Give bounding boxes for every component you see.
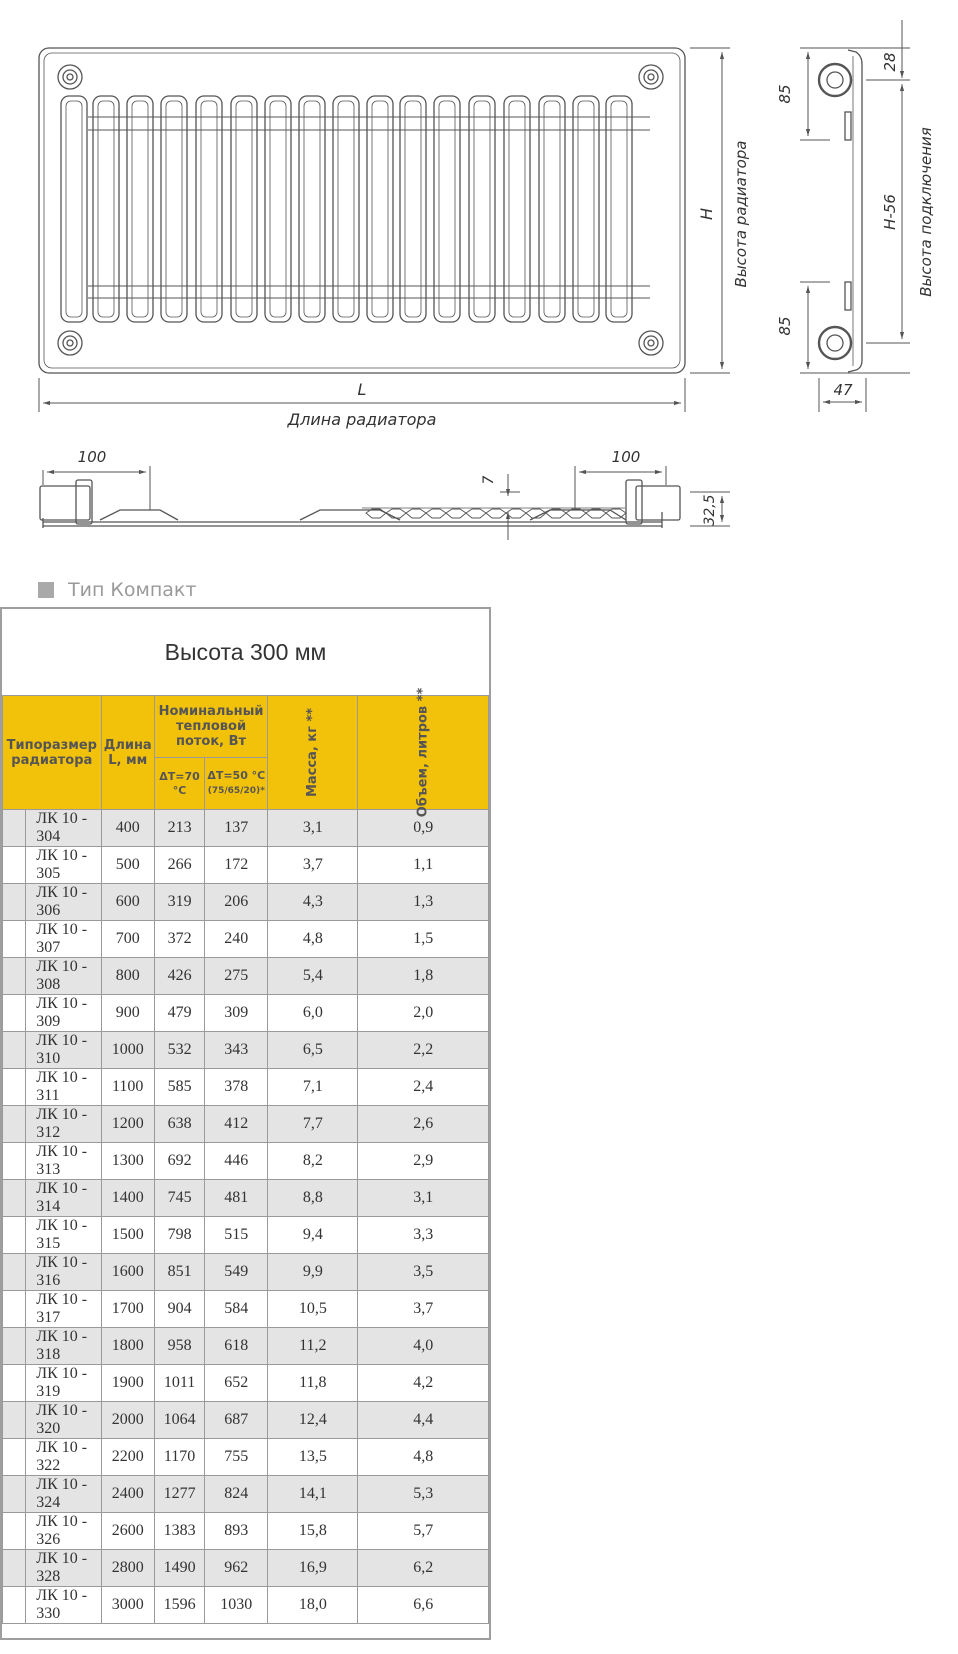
mass-cell: 6,0	[268, 995, 358, 1032]
dt70-cell: 1170	[154, 1439, 204, 1476]
header-length: Длина L, мм	[101, 696, 154, 810]
header-dt50-text: ΔT=50 °C	[207, 769, 266, 782]
side-pipe-bottom	[819, 327, 851, 359]
mass-cell: 16,9	[268, 1550, 358, 1587]
volume-cell: 2,4	[358, 1069, 489, 1106]
length-cell: 2800	[101, 1550, 154, 1587]
header-volume-text: Объем, литров **	[415, 687, 431, 818]
header-dt50	[205, 758, 268, 810]
mass-cell: 11,2	[268, 1328, 358, 1365]
table-row	[3, 1180, 489, 1217]
table-row	[3, 1328, 489, 1365]
model-cell: ЛК 10 - 313	[26, 1143, 101, 1180]
top-view	[40, 480, 680, 528]
mass-cell: 13,5	[268, 1439, 358, 1476]
plug-bottom-left	[58, 331, 82, 355]
mass-cell: 7,1	[268, 1069, 358, 1106]
dt50-cell: 446	[205, 1143, 268, 1180]
table-row	[3, 847, 489, 884]
dt50-cell: 240	[205, 921, 268, 958]
table-row	[3, 1069, 489, 1106]
dt50-cell: 618	[205, 1328, 268, 1365]
dt70-cell: 904	[154, 1291, 204, 1328]
fin-inner	[611, 101, 627, 317]
fin-inner	[132, 101, 148, 317]
dt70-cell: 798	[154, 1217, 204, 1254]
row-marker-cell	[3, 884, 26, 921]
volume-cell: 0,9	[358, 810, 489, 847]
row-marker-cell	[3, 1032, 26, 1069]
dt50-cell: 137	[205, 810, 268, 847]
table-row	[3, 1106, 489, 1143]
dt50-cell: 275	[205, 958, 268, 995]
dt50-cell: 962	[205, 1550, 268, 1587]
specs-table	[2, 687, 489, 1624]
model-cell: ЛК 10 - 306	[26, 884, 101, 921]
volume-cell: 5,7	[358, 1513, 489, 1550]
length-cell: 1000	[101, 1032, 154, 1069]
model-cell: ЛК 10 - 307	[26, 921, 101, 958]
table-row	[3, 1402, 489, 1439]
row-marker-cell	[3, 1254, 26, 1291]
row-marker-cell	[3, 847, 26, 884]
dt50-cell: 893	[205, 1513, 268, 1550]
fin-inner	[405, 101, 421, 317]
specs-table-box	[0, 607, 491, 1640]
model-cell: ЛК 10 - 324	[26, 1476, 101, 1513]
dt50-cell: 1030	[205, 1587, 268, 1624]
table-row	[3, 1217, 489, 1254]
model-cell: ЛК 10 - 312	[26, 1106, 101, 1143]
connection-label: Высота подключения	[917, 127, 935, 297]
dt70-cell: 319	[154, 884, 204, 921]
top-dimensions	[43, 466, 730, 540]
header-dt50-note: (75/65/20)*	[207, 786, 265, 796]
row-marker-cell	[3, 1513, 26, 1550]
table-body	[3, 810, 489, 1624]
dt70-cell: 958	[154, 1328, 204, 1365]
dt50-cell: 309	[205, 995, 268, 1032]
mass-cell: 9,9	[268, 1254, 358, 1291]
volume-cell: 1,8	[358, 958, 489, 995]
model-cell: ЛК 10 - 305	[26, 847, 101, 884]
volume-cell: 3,3	[358, 1217, 489, 1254]
header-mass	[268, 696, 358, 810]
dt50-cell: 172	[205, 847, 268, 884]
model-cell: ЛК 10 - 310	[26, 1032, 101, 1069]
volume-cell: 6,6	[358, 1587, 489, 1624]
dt50-cell: 481	[205, 1180, 268, 1217]
dt70-cell: 372	[154, 921, 204, 958]
dt70-cell: 213	[154, 810, 204, 847]
row-marker-cell	[3, 1587, 26, 1624]
model-cell: ЛК 10 - 309	[26, 995, 101, 1032]
row-marker-cell	[3, 921, 26, 958]
dt50-cell: 687	[205, 1402, 268, 1439]
side-bottom-pipe: 85	[776, 316, 794, 336]
side-top-pipe: 85	[776, 84, 794, 104]
fin-profile-segment	[426, 509, 446, 518]
volume-cell: 2,2	[358, 1032, 489, 1069]
fin-inner	[544, 101, 560, 317]
volume-cell: 5,3	[358, 1476, 489, 1513]
side-view	[819, 50, 862, 372]
fin-profile-segment	[486, 509, 506, 518]
length-cell: 900	[101, 995, 154, 1032]
length-cell: 700	[101, 921, 154, 958]
dt50-cell: 824	[205, 1476, 268, 1513]
header-mass-text: Масса, кг **	[305, 707, 321, 798]
volume-cell: 4,0	[358, 1328, 489, 1365]
length-cell: 1800	[101, 1328, 154, 1365]
radiator-drawing	[0, 0, 958, 570]
row-marker-cell	[3, 1291, 26, 1328]
legend-swatch	[38, 582, 54, 598]
row-marker-cell	[3, 1439, 26, 1476]
model-cell: ЛК 10 - 326	[26, 1513, 101, 1550]
model-cell: ЛК 10 - 314	[26, 1180, 101, 1217]
row-marker-cell	[3, 810, 26, 847]
dt50-cell: 584	[205, 1291, 268, 1328]
model-cell: ЛК 10 - 316	[26, 1254, 101, 1291]
volume-cell: 2,9	[358, 1143, 489, 1180]
fin-inner	[474, 101, 490, 317]
dt70-cell: 851	[154, 1254, 204, 1291]
header-volume	[358, 687, 489, 818]
legend	[38, 578, 196, 602]
row-marker-cell	[3, 1106, 26, 1143]
table-row	[3, 1476, 489, 1513]
fin-profile-segment	[406, 509, 426, 518]
dt50-cell: 755	[205, 1439, 268, 1476]
length-cell: 800	[101, 958, 154, 995]
dt70-cell: 532	[154, 1032, 204, 1069]
header-dt70: ΔT=70 °C	[154, 758, 204, 810]
table-row	[3, 884, 489, 921]
mass-cell: 7,7	[268, 1106, 358, 1143]
dt50-cell: 549	[205, 1254, 268, 1291]
length-cell: 1500	[101, 1217, 154, 1254]
length-cell: 2600	[101, 1513, 154, 1550]
model-cell: ЛК 10 - 320	[26, 1402, 101, 1439]
fin	[61, 96, 87, 322]
volume-cell: 1,1	[358, 847, 489, 884]
table-row	[3, 1254, 489, 1291]
table-row	[3, 1439, 489, 1476]
mass-cell: 10,5	[268, 1291, 358, 1328]
side-top-offset: 28	[881, 52, 899, 72]
top-gap: 7	[481, 475, 497, 485]
mass-cell: 3,1	[268, 810, 358, 847]
dt50-cell: 343	[205, 1032, 268, 1069]
length-cell: 2200	[101, 1439, 154, 1476]
plug-top-left	[58, 65, 82, 89]
plug-top-right	[639, 65, 663, 89]
row-marker-cell	[3, 995, 26, 1032]
volume-cell: 1,3	[358, 884, 489, 921]
length-cell: 2000	[101, 1402, 154, 1439]
row-marker-cell	[3, 1550, 26, 1587]
row-marker-cell	[3, 1069, 26, 1106]
model-cell: ЛК 10 - 308	[26, 958, 101, 995]
table-row	[3, 1291, 489, 1328]
fin-profile-segment	[506, 509, 526, 518]
fin-profile-segment	[466, 509, 486, 518]
length-cell: 1700	[101, 1291, 154, 1328]
dt70-cell: 585	[154, 1069, 204, 1106]
header-type: Типоразмер радиатора	[3, 696, 102, 810]
dt70-cell: 638	[154, 1106, 204, 1143]
volume-cell: 3,5	[358, 1254, 489, 1291]
fin-inner	[66, 101, 82, 317]
volume-cell: 3,7	[358, 1291, 489, 1328]
length-cell: 1100	[101, 1069, 154, 1106]
dt70-cell: 1064	[154, 1402, 204, 1439]
mass-cell: 12,4	[268, 1402, 358, 1439]
volume-cell: 4,2	[358, 1365, 489, 1402]
model-cell: ЛК 10 - 330	[26, 1587, 101, 1624]
fin-inner	[270, 101, 286, 317]
mass-cell: 6,5	[268, 1032, 358, 1069]
mass-cell: 9,4	[268, 1217, 358, 1254]
row-marker-cell	[3, 1180, 26, 1217]
length-cell: 1200	[101, 1106, 154, 1143]
volume-cell: 4,8	[358, 1439, 489, 1476]
table-row	[3, 1587, 489, 1624]
fin-inner	[201, 101, 217, 317]
model-cell: ЛК 10 - 319	[26, 1365, 101, 1402]
table-row	[3, 1032, 489, 1069]
mass-cell: 5,4	[268, 958, 358, 995]
table-title: Высота 300 мм	[164, 638, 327, 665]
connection-symbol: H-56	[881, 194, 899, 230]
dt50-cell: 206	[205, 884, 268, 921]
length-cell: 3000	[101, 1587, 154, 1624]
top-left-offset: 100	[77, 448, 107, 466]
row-marker-cell	[3, 1402, 26, 1439]
table-row	[3, 1365, 489, 1402]
mass-cell: 8,8	[268, 1180, 358, 1217]
dt70-cell: 692	[154, 1143, 204, 1180]
model-cell: ЛК 10 - 311	[26, 1069, 101, 1106]
legend-label: Тип Компакт	[68, 579, 197, 601]
table-row	[3, 958, 489, 995]
fin-profile-segment	[386, 509, 406, 518]
mass-cell: 4,3	[268, 884, 358, 921]
row-marker-cell	[3, 958, 26, 995]
length-cell: 400	[101, 810, 154, 847]
mass-cell: 14,1	[268, 1476, 358, 1513]
table-row	[3, 1550, 489, 1587]
dt50-cell: 652	[205, 1365, 268, 1402]
volume-cell: 2,6	[358, 1106, 489, 1143]
fin-inner	[236, 101, 252, 317]
model-cell: ЛК 10 - 328	[26, 1550, 101, 1587]
table-row	[3, 1513, 489, 1550]
model-cell: ЛК 10 - 318	[26, 1328, 101, 1365]
model-cell: ЛК 10 - 315	[26, 1217, 101, 1254]
model-cell: ЛК 10 - 304	[26, 810, 101, 847]
dt70-cell: 479	[154, 995, 204, 1032]
side-depth: 47	[833, 381, 853, 399]
length-cell: 1300	[101, 1143, 154, 1180]
fin-inner	[304, 101, 320, 317]
fin-inner	[98, 101, 114, 317]
top-thickness: 32,5	[702, 494, 718, 526]
length-cell: 1900	[101, 1365, 154, 1402]
row-marker-cell	[3, 1365, 26, 1402]
fin-inner	[439, 101, 455, 317]
plug-bottom-right	[639, 331, 663, 355]
mass-cell: 11,8	[268, 1365, 358, 1402]
length-cell: 1400	[101, 1180, 154, 1217]
mass-cell: 18,0	[268, 1587, 358, 1624]
front-view	[39, 48, 685, 373]
mass-cell: 8,2	[268, 1143, 358, 1180]
dt50-cell: 378	[205, 1069, 268, 1106]
length-label: Длина радиатора	[287, 410, 437, 429]
fin-inner	[338, 101, 354, 317]
dt70-cell: 1011	[154, 1365, 204, 1402]
row-marker-cell	[3, 1217, 26, 1254]
dt50-cell: 412	[205, 1106, 268, 1143]
dt70-cell: 1596	[154, 1587, 204, 1624]
volume-cell: 2,0	[358, 995, 489, 1032]
dt70-cell: 745	[154, 1180, 204, 1217]
length-cell: 1600	[101, 1254, 154, 1291]
row-marker-cell	[3, 1328, 26, 1365]
row-marker-cell	[3, 1143, 26, 1180]
length-cell: 2400	[101, 1476, 154, 1513]
mass-cell: 4,8	[268, 921, 358, 958]
volume-cell: 3,1	[358, 1180, 489, 1217]
header-flow: Номинальный тепловой поток, Вт	[154, 696, 267, 758]
top-right-offset: 100	[611, 448, 641, 466]
table-row	[3, 1143, 489, 1180]
mass-cell: 3,7	[268, 847, 358, 884]
height-symbol: H	[697, 207, 716, 221]
model-cell: ЛК 10 - 317	[26, 1291, 101, 1328]
dt70-cell: 1383	[154, 1513, 204, 1550]
volume-cell: 1,5	[358, 921, 489, 958]
table-row	[3, 995, 489, 1032]
fin-inner	[509, 101, 525, 317]
fin-inner	[166, 101, 182, 317]
dt70-cell: 1277	[154, 1476, 204, 1513]
length-cell: 600	[101, 884, 154, 921]
table-row	[3, 921, 489, 958]
dt70-cell: 426	[154, 958, 204, 995]
mass-cell: 15,8	[268, 1513, 358, 1550]
fin-inner	[578, 101, 594, 317]
dt70-cell: 266	[154, 847, 204, 884]
side-pipe-top	[819, 64, 851, 96]
length-symbol: L	[357, 380, 367, 399]
fin-inner	[372, 101, 388, 317]
dt50-cell: 515	[205, 1217, 268, 1254]
volume-cell: 4,4	[358, 1402, 489, 1439]
height-label: Высота радиатора	[732, 140, 750, 288]
model-cell: ЛК 10 - 322	[26, 1439, 101, 1476]
length-cell: 500	[101, 847, 154, 884]
fin-profile-segment	[446, 509, 466, 518]
row-marker-cell	[3, 1476, 26, 1513]
volume-cell: 6,2	[358, 1550, 489, 1587]
dt70-cell: 1490	[154, 1550, 204, 1587]
